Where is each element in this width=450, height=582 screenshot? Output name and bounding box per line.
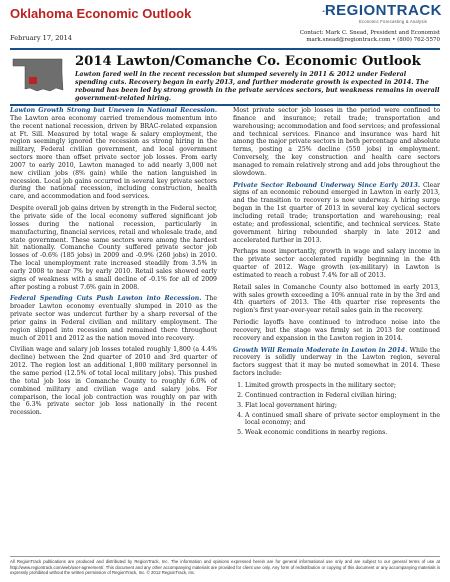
paragraph: Retail sales in Comanche County also bottomed in early 2013, with sales growth exceeding a 10% annual rate in by the 3rd and 4th quarters of 2013. The 4th quarter rise represents the region's first year-over-year retail sales gain in the recovery. [233, 283, 440, 315]
paragraph: Most private sector job losses in the period were confined to finance and insurance; retail trade; transportation and warehousing; accommodation and food services; and professional and technical services. Finance and insurance was hard hit among the major private sectors in both percentage and absolute terms, posting a 25% decline (550 jobs) in employment. Conversely, the key construction and health care sectors managed to remain relatively strong and add jobs throughout the slowdown. [233, 107, 440, 177]
publication-date: February 17, 2014 [10, 34, 73, 42]
section-heading: Federal Spending Cuts Push Lawton into Recession. [10, 295, 202, 303]
section-heading: Lawton Growth Strong but Uneven in National Recession. [10, 107, 217, 114]
section-heading: Growth Will Remain Moderate in Lawton in 2014. [233, 346, 408, 354]
logo-tagline: Economic Forecasting & Analysis [358, 19, 428, 24]
list-item: 3. Flat local government hiring; [245, 402, 440, 410]
header-divider [10, 48, 440, 50]
paragraph: Despite overall job gains driven by strength in the Federal sector, the private side of the local economy suffered significant job losses during the national recession, particularly in manufacturing, financial services, retail and wholesale trade, and state government. These same sectors were among the hardest hit nationally. Comanche County suffered private sector job losses of -0.6% (185 jobs) in 2009 and -0.9% (260 jobs) in 2010. The local unemployment rate increased steadily from 3.5% in early 2008 to near 7% by early 2010. Retail sales showed early signs of weakness with a small decline of -0.1% for all of 2009 after posting a robust 7.6% gain in 2008. [10, 205, 217, 291]
contact-email-phone: mark.snead@regiontrack.com • (800) 762-5570 [306, 37, 440, 43]
regiontrack-logo [322, 3, 442, 24]
report-title: 2014 Lawton/Comanche Co. Economic Outlook [75, 54, 421, 69]
logo-brand-text: REGIONTRACK [324, 2, 442, 19]
list-item: 2. Continued contraction in Federal civilian hiring; [245, 392, 440, 400]
summary-divider [10, 104, 440, 106]
paragraph-text: The broader Lawton economy eventually slumped in 2010 as the private sector was undercut further by a sharp reversal of the prior gains in Federal civilian and military employment. The region slipped into recession and remained there throughout much of 2011 and 2012 as the nation moved into recovery. [10, 295, 217, 342]
right-column [233, 107, 440, 439]
paragraph: Perhaps most importantly, growth in wage and salary income in the private sector accelerated rapidly beginning in the 4th quarter of 2012. Wage growth (ex-military) in Lawton is estimated to reach a robust 7.4% for all of 2013. [233, 248, 440, 279]
left-column [10, 107, 217, 421]
legal-footer: All RegionTrack publications are produced and distributed by RegionTrack, Inc. The information and opinions expressed herein are for general informational use only and are subject to our general terms of use at http://www.regiontrack.com/web/user-agreement/. This document and any other accompanying materials are provided for client use only. Any form of redistribution or copying of this document or any accompanying materials is expressly prohibited without the written permission of RegionTrack, Inc. © 2012 RegionTrack, Inc. [10, 559, 440, 576]
paragraph [233, 182, 440, 245]
paragraph-text: The Lawton area economy carried tremendous momentum into the recent national recession, driven by BRAC-related expansion at Ft. Sill. Measured by total wage & salary employment, the region seemingly ignored the recession as strong hiring in the military, Federal civilian government, and local government sectors more than offset private sector job losses. From early 2007 to early 2010, Lawton managed to add nearly 3,000 net new civilian jobs (8% gain) while the nation languished in recession. Local job gains occurred in several key private sectors during the national recession, including construction, health care, and accommodation and food services. [10, 114, 217, 201]
paragraph [10, 107, 217, 201]
oklahoma-map-icon [12, 57, 64, 95]
list-item: 4. A continued small share of private sector employment in the local economy; and [245, 412, 440, 428]
publication-title: Oklahoma Economic Outlook [10, 6, 192, 21]
contact-name: Contact: Mark C. Snead, President and Economist [299, 30, 440, 36]
report-summary: Lawton fared well in the recent recession but slumped severely in 2011 & 2012 under Federal spending cuts. Recovery began in early 2013, and further moderate growth is expected in 2014. The rebound has been led by strong growth in the private services sectors, but weakness remains in overall government-related hiring. [75, 71, 440, 102]
factor-list [233, 382, 440, 437]
list-item: 1. Limited growth prospects in the military sector; [245, 382, 440, 390]
header-left [10, 6, 191, 42]
paragraph [233, 347, 440, 378]
paragraph-text: Clear signs of an economic rebound emerged in Lawton in early 2013, and the transition to recovery is now underway. A hiring surge began in the 1st quarter of 2013 in several key cyclical sectors including retail trade; transportation and warehousing; real estate; and professional, scientific, and technical services. State government hiring rebounded sharply in late 2012 and accelerated further in 2013. [233, 181, 440, 244]
paragraph: Civilian wage and salary job losses totaled roughly 1,800 (a 4.4% decline) between the 2nd quarter of 2010 and 3rd quarter of 2012. The region lost an additional 1,800 military personnel in the same period (12.5% of total local military jobs). This pushed the total job loss in Comanche County to roughly 6.0% of combined military and civilian wage and salary jobs. For comparison, the local job contraction was roughly on par with the 6.3% private sector job loss nationally in the recent recession. [10, 346, 217, 417]
paragraph-text: While the recovery is solidly underway in the Lawton region, several factors suggest that it may be muted somewhat in 2014. These factors include: [233, 346, 441, 378]
paragraph: Periodic layoffs have continued to introduce noise into the recovery, but the stage was firmly set in 2013 for continued recovery and expansion in the Lawton region in 2014. [233, 319, 440, 342]
paragraph [10, 295, 217, 342]
footer-divider [10, 556, 440, 557]
contact-block [300, 30, 440, 44]
list-item: 5. Weak economic conditions in nearby regions. [245, 429, 440, 437]
section-heading: Private Sector Rebound Underway Since Early 2013. [233, 181, 421, 189]
